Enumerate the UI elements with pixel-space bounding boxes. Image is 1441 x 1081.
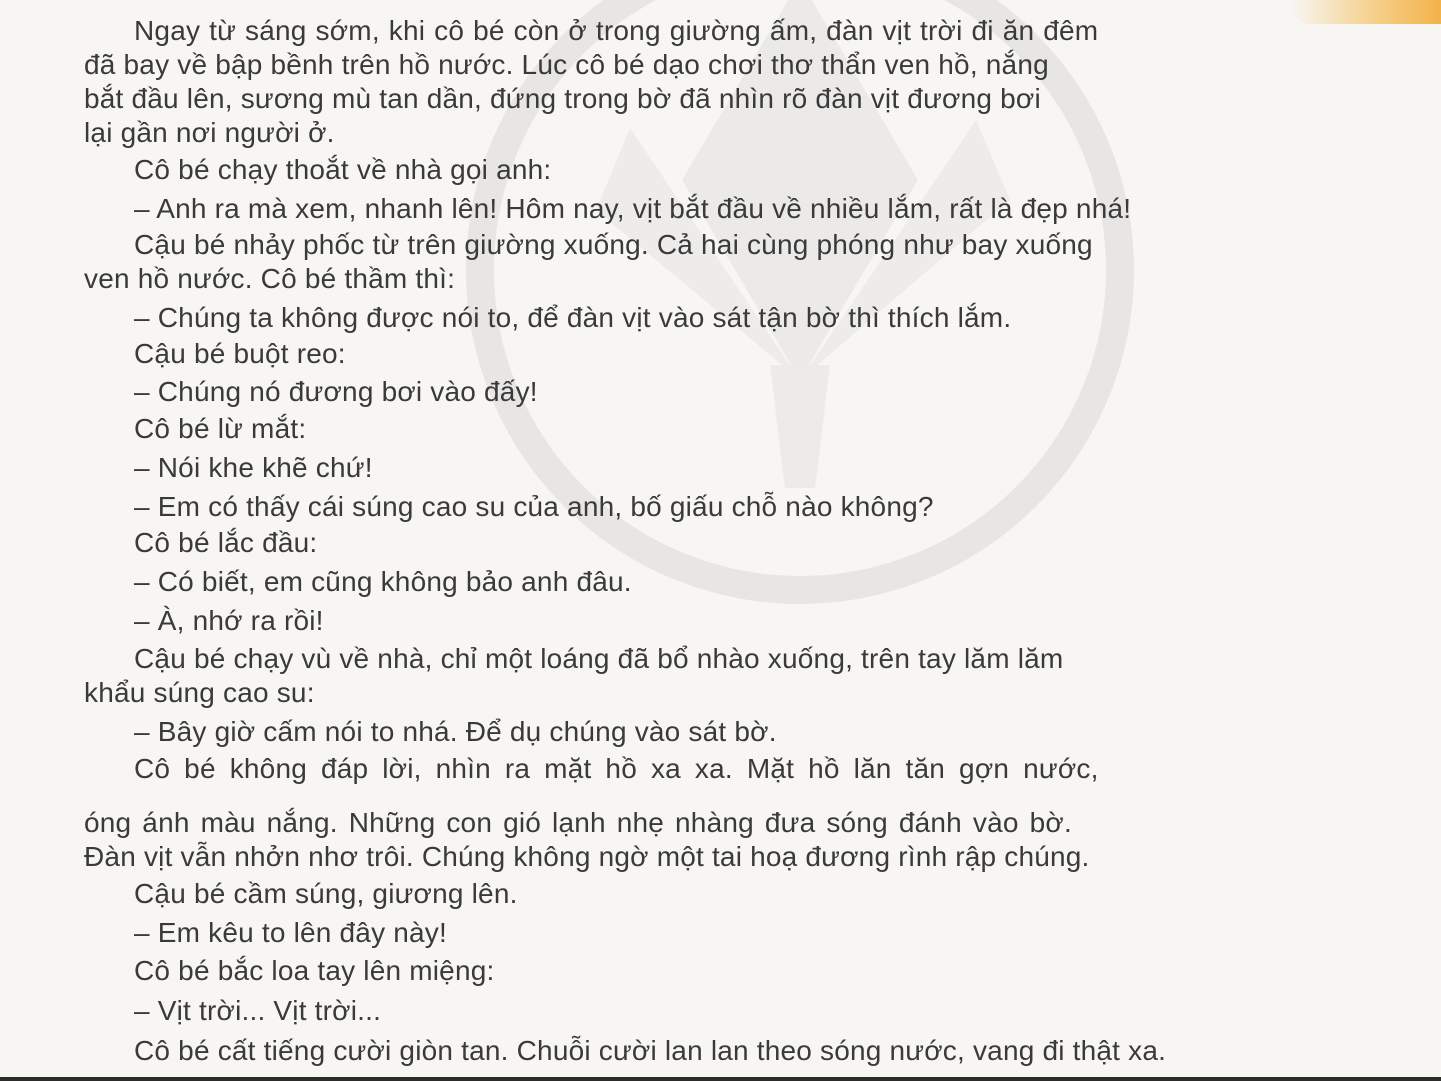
paragraph-line: Cô bé bắc loa tay lên miệng: xyxy=(134,955,495,986)
paragraph-line: Cô bé cất tiếng cười giòn tan. Chuỗi cười lan lan theo sóng nước, vang đi thật xa. xyxy=(134,1035,1167,1066)
paragraph-line: Cậu bé chạy vù về nhà, chỉ một loáng đã bổ nhào xuống, trên tay lăm lăm xyxy=(134,643,1064,674)
dialogue-line: – Em có thấy cái súng cao su của anh, bố giấu chỗ nào không? xyxy=(134,491,934,522)
dialogue-line: – Vịt trời... Vịt trời... xyxy=(134,995,382,1026)
dialogue-line: – Anh ra mà xem, nhanh lên! Hôm nay, vịt bắt đầu về nhiều lắm, rất là đẹp nhá! xyxy=(134,193,1132,224)
paragraph-line: đã bay về bập bềnh trên hồ nước. Lúc cô bé dạo chơi thơ thẩn ven hồ, nắng xyxy=(84,49,1049,80)
dialogue-line: – À, nhớ ra rồi! xyxy=(134,605,324,636)
paragraph-line: óng ánh màu nắng. Những con gió lạnh nhẹ nhàng đưa sóng đánh vào bờ. xyxy=(84,807,1072,838)
paragraph-line: Cô bé không đáp lời, nhìn ra mặt hồ xa xa. Mặt hồ lăn tăn gợn nước, xyxy=(134,753,1099,784)
paragraph-line: Cô bé lắc đầu: xyxy=(134,527,318,558)
paragraph-line: ven hồ nước. Cô bé thầm thì: xyxy=(84,263,456,294)
paragraph-line: Ngay từ sáng sớm, khi cô bé còn ở trong giường ấm, đàn vịt trời đi ăn đêm xyxy=(134,15,1099,46)
bottom-rule xyxy=(0,1077,1441,1081)
dialogue-line: – Nói khe khẽ chứ! xyxy=(134,452,373,483)
corner-glow xyxy=(1291,0,1441,24)
dialogue-line: – Chúng ta không được nói to, để đàn vịt vào sát tận bờ thì thích lắm. xyxy=(134,302,1012,333)
paragraph-line: Cô bé chạy thoắt về nhà gọi anh: xyxy=(134,154,552,185)
paragraph-line: Cậu bé nhảy phốc từ trên giường xuống. Cả hai cùng phóng như bay xuống xyxy=(134,229,1093,260)
paragraph-line: Cô bé lừ mắt: xyxy=(134,413,307,444)
dialogue-line: – Chúng nó đương bơi vào đấy! xyxy=(134,376,538,407)
dialogue-line: – Bây giờ cấm nói to nhá. Để dụ chúng vào sát bờ. xyxy=(134,716,777,747)
paragraph-line: Cậu bé cầm súng, giương lên. xyxy=(134,878,518,909)
paragraph-line: Đàn vịt vẫn nhởn nhơ trôi. Chúng không ngờ một tai hoạ đương rình rập chúng. xyxy=(84,841,1090,872)
dialogue-line: – Em kêu to lên đây này! xyxy=(134,917,447,948)
paragraph-line: khẩu súng cao su: xyxy=(84,677,315,708)
paragraph-line: Cậu bé buột reo: xyxy=(134,338,346,369)
paragraph-line: bắt đầu lên, sương mù tan dần, đứng trong bờ đã nhìn rõ đàn vịt đương bơi xyxy=(84,83,1041,114)
paragraph-line: lại gần nơi người ở. xyxy=(84,117,335,148)
dialogue-line: – Có biết, em cũng không bảo anh đâu. xyxy=(134,566,632,597)
